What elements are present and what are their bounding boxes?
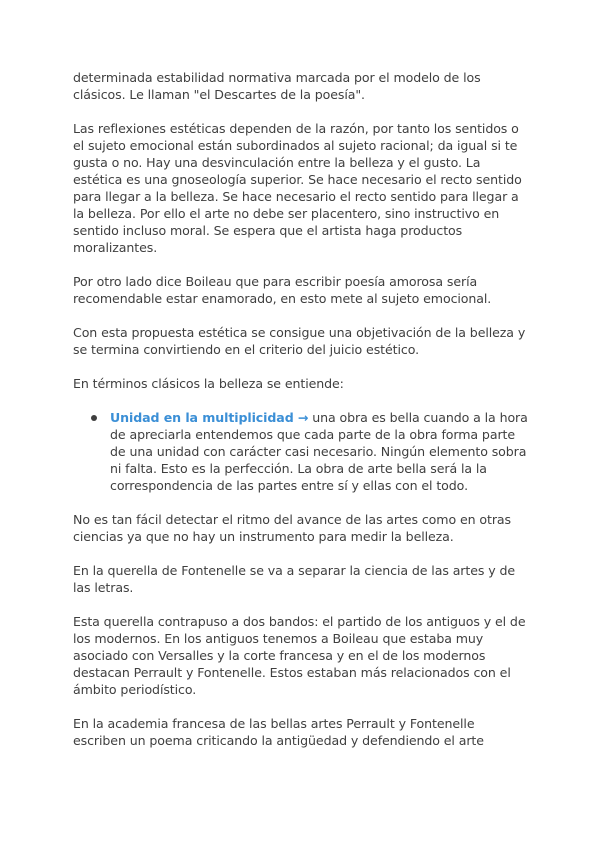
bullet-list (73, 409, 528, 494)
bullet-icon (91, 415, 97, 421)
list-item (110, 409, 528, 494)
paragraph: Por otro lado dice Boileau que para escribir poesía amorosa sería recomendable estar enamorado, en esto mete al sujeto emocional. (73, 274, 492, 306)
list-item-text: una obra es bella cuando a la hora de apreciarla entendemos que cada parte de la obra forma parte de una unidad con carácter casi necesario. Ningún elemento sobra ni falta. Esto es la perfección. La obra de arte bella será la la correspondencia de las partes entre sí y ellas con el todo. (110, 410, 528, 493)
paragraph: En la academia francesa de las bellas artes Perrault y Fontenelle escriben un poema criticando la antigüedad y defendiendo el arte (73, 716, 484, 748)
list-item-term: Unidad en la multiplicidad → (110, 410, 309, 425)
paragraph: Esta querella contrapuso a dos bandos: el partido de los antiguos y el de los modernos. En los antiguos tenemos a Boileau que estaba muy asociado con Versalles y la corte francesa y en el de los modernos destacan Perrault y Fontenelle. Estos estaban más relacionados con el ámbito periodístico. (73, 614, 526, 697)
paragraph: Las reflexiones estéticas dependen de la razón, por tanto los sentidos o el sujeto emocional están subordinados al sujeto racional; da igual si te gusta o no. Hay una desvinculación entre la belleza y el gusto. La estética es una gnoseología superior. Se hace necesario el recto sentido para llegar a la belleza. Se hace necesario el recto sentido para llegar a la belleza. Por ello el arte no debe ser placentero, sino instructivo en sentido incluso moral. Se espera que el artista haga productos moralizantes. (73, 121, 522, 255)
paragraph: En términos clásicos la belleza se entiende: (73, 376, 344, 391)
paragraph: Con esta propuesta estética se consigue una objetivación de la belleza y se termina convirtiendo en el criterio del juicio estético. (73, 325, 526, 357)
paragraph: No es tan fácil detectar el ritmo del avance de las artes como en otras ciencias ya que no hay un instrumento para medir la belleza. (73, 512, 511, 544)
paragraph: determinada estabilidad normativa marcada por el modelo de los clásicos. Le llaman "el Descartes de la poesía". (73, 70, 481, 102)
document-page (73, 69, 528, 766)
paragraph: En la querella de Fontenelle se va a separar la ciencia de las artes y de las letras. (73, 563, 516, 595)
